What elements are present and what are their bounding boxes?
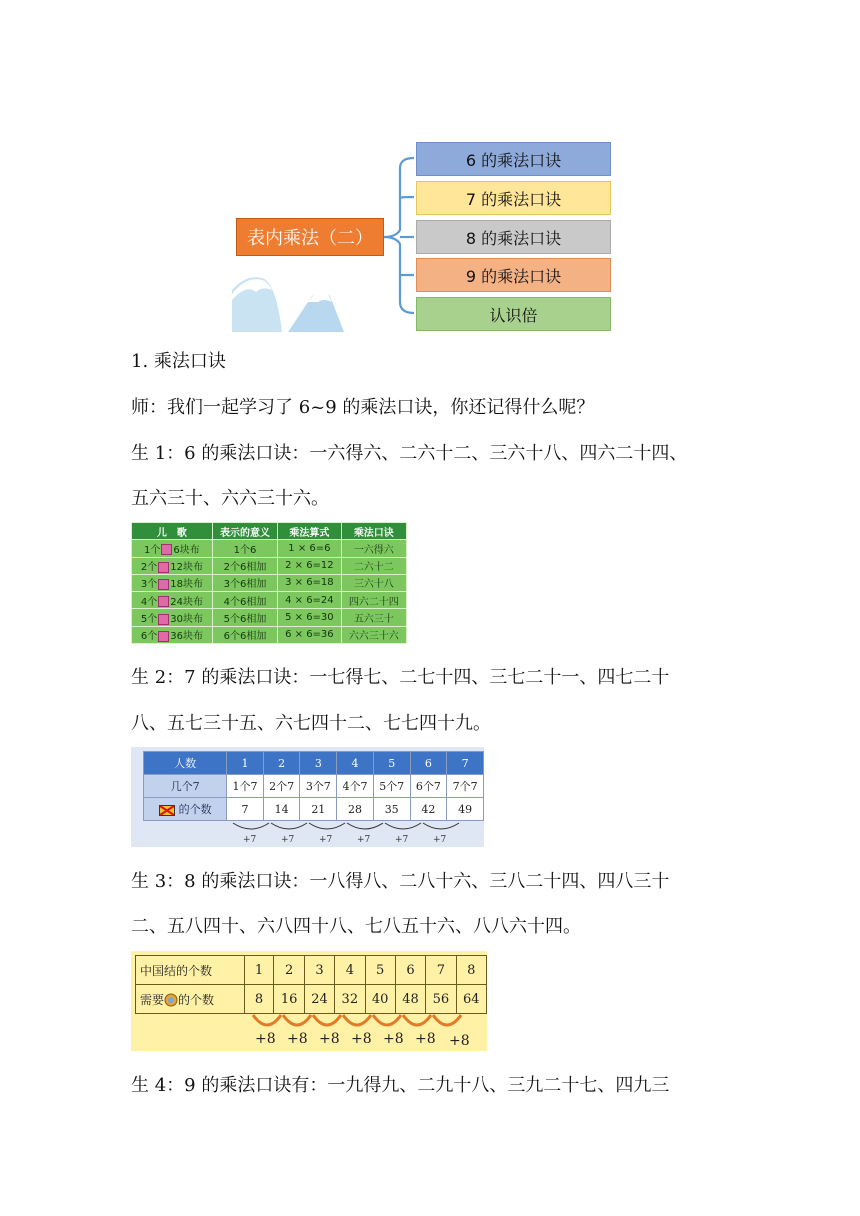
song-cloth: 6块布 — [173, 544, 200, 556]
needed-cell: 16 — [274, 985, 304, 1014]
count-cell: 28 — [337, 798, 374, 821]
table-row — [136, 985, 487, 1014]
meaning-cell: 4个6相加 — [212, 592, 277, 609]
mindmap-branch-9: 9 的乘法口诀 — [416, 258, 611, 292]
button-icon — [164, 993, 178, 1007]
kite-icon — [159, 805, 175, 816]
needed-cell: 8 — [244, 985, 274, 1014]
table-seven-grid — [143, 751, 484, 821]
meaning-cell: 3个6相加 — [212, 574, 277, 591]
people-cell: 6 — [410, 752, 447, 775]
mountain-decoration — [232, 270, 344, 332]
count-cell: 35 — [373, 798, 410, 821]
table-header: 儿 歌 — [132, 523, 213, 540]
student1-line2: 五六三十、六六三十六。 — [131, 488, 329, 509]
song-count: 1个 — [144, 544, 161, 556]
rhyme-cell: 四六二十四 — [341, 592, 406, 609]
student3-line2: 二、五八四十、六八四十八、七八五十六、八八六十四。 — [131, 916, 581, 937]
step-label: +7 — [433, 835, 447, 845]
people-cell: 2 — [263, 752, 300, 775]
step-label: +7 — [319, 835, 333, 845]
student4-line1: 生 4：9 的乘法口诀有：一九得九、二九十八、三九二十七、四九三 — [131, 1075, 670, 1096]
rhyme-cell: 三六十八 — [341, 574, 406, 591]
step-label: +7 — [281, 835, 295, 845]
group-cell: 6个7 — [410, 775, 447, 798]
needed-cell: 40 — [365, 985, 395, 1014]
group-cell: 5个7 — [373, 775, 410, 798]
row-label-cell — [144, 798, 227, 821]
table-header: 乘法口诀 — [341, 523, 406, 540]
formula-cell: 5 × 6=30 — [278, 609, 342, 626]
meaning-cell: 5个6相加 — [212, 609, 277, 626]
cube-icon — [158, 579, 169, 590]
song-cloth: 12块布 — [170, 562, 203, 574]
mindmap-branch-7: 7 的乘法口诀 — [416, 181, 611, 215]
table-row — [132, 574, 407, 591]
formula-cell: 6 × 6=36 — [278, 626, 342, 643]
count-cell: 7 — [227, 798, 264, 821]
step-label: +8 — [449, 1033, 470, 1049]
song-count: 5个 — [140, 614, 158, 626]
student3-line1: 生 3：8 的乘法口诀：一八得八、二八十六、三八二十四、四八三十 — [131, 871, 670, 892]
needed-cell: 24 — [304, 985, 334, 1014]
people-cell: 3 — [300, 752, 337, 775]
row-label: 中国结的个数 — [136, 956, 245, 985]
row-label: 几个7 — [144, 775, 227, 798]
student1-line1: 生 1：6 的乘法口诀：一六得六、二六十二、三六十八、四六二十四、 — [131, 443, 688, 464]
formula-cell: 4 × 6=24 — [278, 592, 342, 609]
table-eight-grid — [135, 955, 487, 1014]
mindmap-root: 表内乘法（二） — [236, 218, 384, 256]
song-count: 3个 — [140, 579, 158, 591]
table-row — [144, 775, 484, 798]
table-seven — [131, 747, 484, 847]
cube-icon — [158, 614, 169, 625]
step-label: +8 — [383, 1031, 404, 1047]
count-cell: 21 — [300, 798, 337, 821]
needed-cell: 64 — [456, 985, 486, 1014]
knot-cell: 7 — [426, 956, 456, 985]
rhyme-cell: 二六十二 — [341, 557, 406, 574]
count-cell: 49 — [447, 798, 484, 821]
knot-cell: 2 — [274, 956, 304, 985]
knot-cell: 6 — [395, 956, 425, 985]
mindmap-connector — [384, 150, 418, 320]
needed-cell: 48 — [395, 985, 425, 1014]
group-cell: 2个7 — [263, 775, 300, 798]
group-cell: 4个7 — [337, 775, 374, 798]
needed-cell: 56 — [426, 985, 456, 1014]
song-cloth: 30块布 — [170, 614, 203, 626]
meaning-cell: 1个6 — [212, 540, 277, 557]
row-label: 需要 — [140, 992, 165, 1007]
table-row — [132, 540, 407, 557]
count-cell: 14 — [263, 798, 300, 821]
row-label-cell — [136, 985, 245, 1014]
table-row — [144, 798, 484, 821]
table-row — [132, 592, 407, 609]
row-label: 人数 — [144, 752, 227, 775]
mindmap — [0, 0, 860, 340]
table-row — [132, 557, 407, 574]
step-label: +7 — [395, 835, 409, 845]
step-label: +8 — [255, 1031, 276, 1047]
cube-icon — [161, 544, 172, 555]
step-label: +8 — [351, 1031, 372, 1047]
knot-cell: 8 — [456, 956, 486, 985]
meaning-cell: 2个6相加 — [212, 557, 277, 574]
table-row — [132, 626, 407, 643]
song-count: 4个 — [140, 596, 158, 608]
meaning-cell: 6个6相加 — [212, 626, 277, 643]
song-count: 2个 — [140, 562, 158, 574]
people-cell: 5 — [373, 752, 410, 775]
formula-cell: 1 × 6=6 — [278, 540, 342, 557]
student2-line1: 生 2：7 的乘法口诀：一七得七、二七十四、三七二十一、四七二十 — [131, 667, 670, 688]
group-cell: 7个7 — [447, 775, 484, 798]
table-header: 乘法算式 — [278, 523, 342, 540]
people-cell: 7 — [447, 752, 484, 775]
mindmap-branch-6: 6 的乘法口诀 — [416, 142, 611, 176]
table-row — [144, 752, 484, 775]
knot-cell: 1 — [244, 956, 274, 985]
table-row — [132, 609, 407, 626]
needed-cell: 32 — [335, 985, 365, 1014]
group-cell: 3个7 — [300, 775, 337, 798]
rhyme-cell: 五六三十 — [341, 609, 406, 626]
table-six — [131, 522, 407, 644]
table-eight — [131, 951, 487, 1051]
rhyme-cell: 一六得六 — [341, 540, 406, 557]
rhyme-cell: 六六三十六 — [341, 626, 406, 643]
cube-icon — [158, 596, 169, 607]
row-label: 的个数 — [178, 803, 212, 816]
teacher-line: 师：我们一起学习了 6~9 的乘法口诀，你还记得什么呢？ — [131, 397, 595, 418]
student2-line2: 八、五七三十五、六七四十二、七七四十九。 — [131, 713, 491, 734]
people-cell: 4 — [337, 752, 374, 775]
mindmap-branch-8: 8 的乘法口诀 — [416, 220, 611, 254]
knot-cell: 4 — [335, 956, 365, 985]
group-cell: 1个7 — [227, 775, 264, 798]
cube-icon — [158, 562, 169, 573]
step-arrows-seven — [231, 821, 471, 835]
row-label: 的个数 — [178, 992, 215, 1007]
knot-cell: 5 — [365, 956, 395, 985]
formula-cell: 2 × 6=12 — [278, 557, 342, 574]
step-label: +7 — [243, 835, 257, 845]
step-label: +8 — [287, 1031, 308, 1047]
song-cloth: 18块布 — [170, 579, 203, 591]
cube-icon — [158, 631, 169, 642]
table-header: 表示的意义 — [212, 523, 277, 540]
formula-cell: 3 × 6=18 — [278, 574, 342, 591]
song-count: 6个 — [140, 631, 158, 643]
step-label: +8 — [319, 1031, 340, 1047]
step-arrows-eight — [249, 1013, 479, 1033]
knot-cell: 3 — [304, 956, 334, 985]
section-title: 1. 乘法口诀 — [131, 351, 226, 372]
count-cell: 42 — [410, 798, 447, 821]
table-row — [136, 956, 487, 985]
song-cloth: 24块布 — [170, 596, 203, 608]
mindmap-branch-multiple: 认识倍 — [416, 297, 611, 331]
song-cloth: 36块布 — [170, 631, 203, 643]
step-label: +7 — [357, 835, 371, 845]
step-label: +8 — [415, 1031, 436, 1047]
people-cell: 1 — [227, 752, 264, 775]
